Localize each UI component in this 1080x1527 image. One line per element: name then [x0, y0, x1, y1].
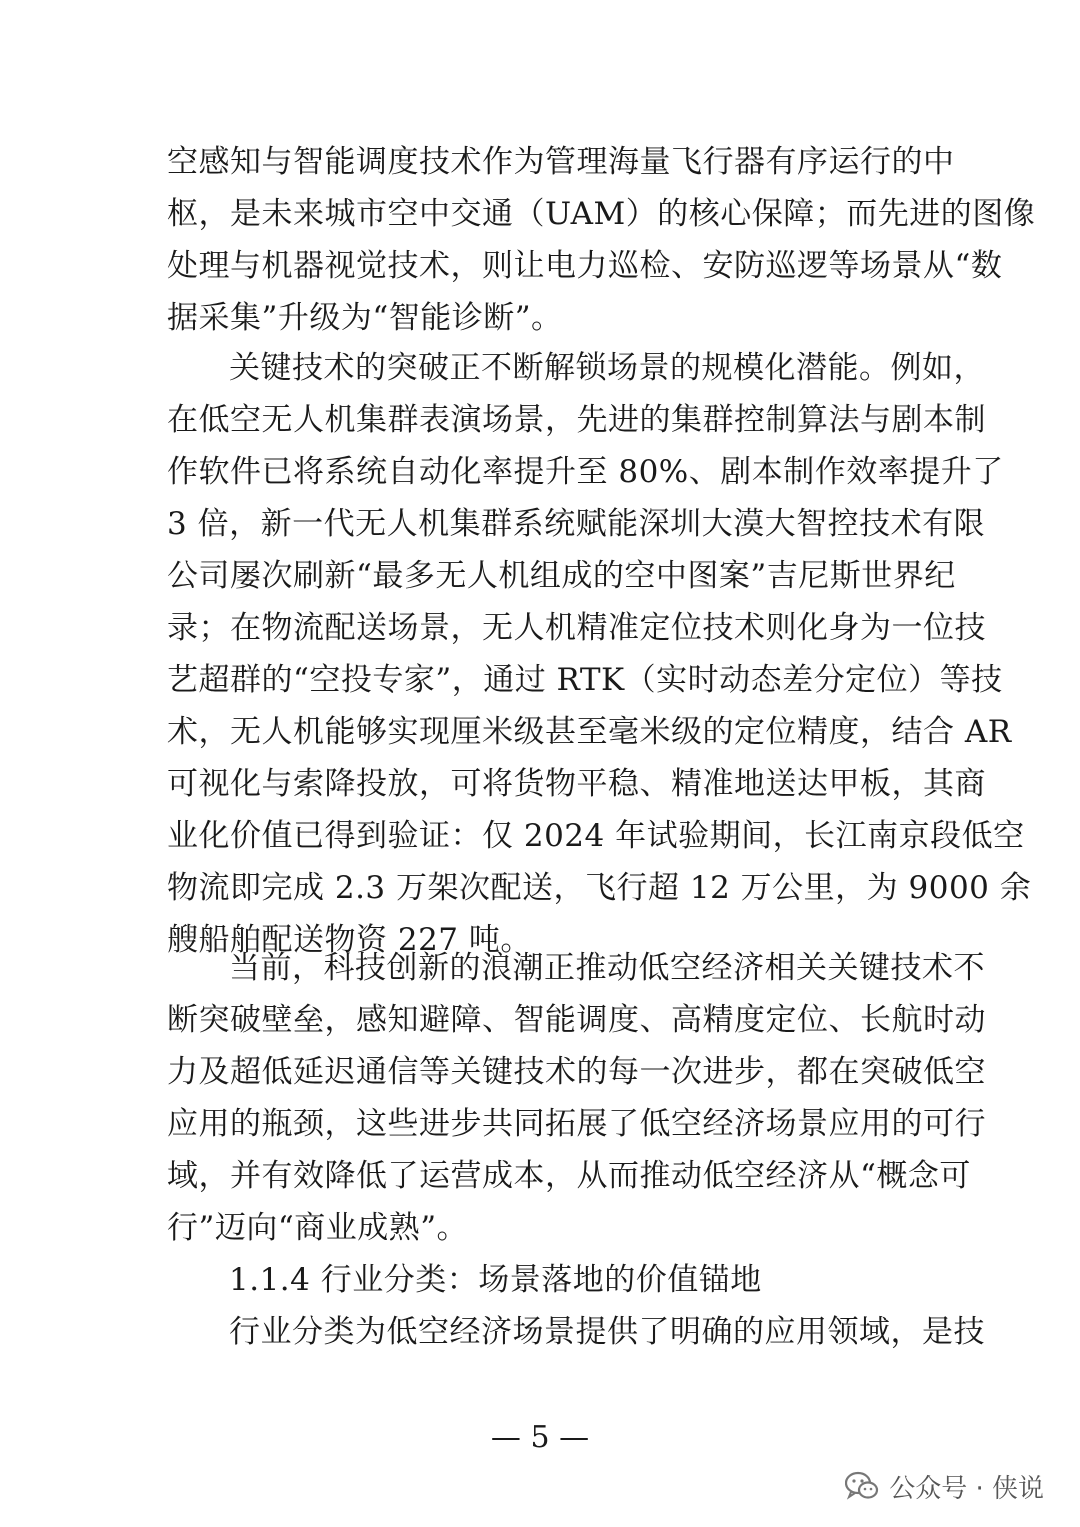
paragraph-line: 行”迈向“商业成熟”。	[167, 1210, 469, 1246]
paragraph-line: 行业分类为低空经济场景提供了明确的应用领域，是技	[229, 1314, 985, 1350]
paragraph-line: 3 倍，新一代无人机集群系统赋能深圳大漠大智控技术有限	[167, 506, 986, 542]
paragraph-line: 录；在物流配送场景，无人机精准定位技术则化身为一位技	[167, 610, 986, 646]
paragraph-1	[167, 136, 1036, 344]
paragraph-line: 业化价值已得到验证：仅 2024 年试验期间，长江南京段低空	[167, 818, 1025, 854]
paragraph-line: 域，并有效降低了运营成本，从而推动低空经济从“概念可	[167, 1158, 971, 1194]
paragraph-line: 处理与机器视觉技术，则让电力巡检、安防巡逻等场景从“数	[167, 248, 1003, 284]
paragraph-line: 关键技术的突破正不断解锁场景的规模化潜能。例如，	[229, 350, 985, 386]
paragraph-line: 物流即完成 2.3 万架次配送，飞行超 12 万公里，为 9000 余	[167, 870, 1032, 906]
paragraph-line: 空感知与智能调度技术作为管理海量飞行器有序运行的中	[167, 144, 955, 180]
paragraph-4	[167, 1306, 985, 1358]
paragraph-line: 力及超低延迟通信等关键技术的每一次进步，都在突破低空	[167, 1054, 986, 1090]
section-heading: 1.1.4 行业分类：场景落地的价值锚地	[229, 1262, 762, 1298]
wechat-official-account-icon	[845, 1471, 879, 1501]
paragraph-line: 当前，科技创新的浪潮正推动低空经济相关关键技术不	[229, 950, 985, 986]
paragraph-3	[167, 942, 986, 1254]
paragraph-line: 艘船舶配送物资 227 吨。	[167, 922, 532, 958]
watermark	[845, 1464, 1044, 1508]
paragraph-line: 断突破壁垒，感知避障、智能调度、高精度定位、长航时动	[167, 1002, 986, 1038]
page-number: — 5 —	[490, 1420, 590, 1455]
paragraph-line: 可视化与索降投放，可将货物平稳、精准地送达甲板，其商	[167, 766, 986, 802]
paragraph-line: 应用的瓶颈，这些进步共同拓展了低空经济场景应用的可行	[167, 1106, 986, 1142]
paragraph-line: 公司屡次刷新“最多无人机组成的空中图案”吉尼斯世界纪	[167, 558, 956, 594]
watermark-text: 公众号 · 侠说	[889, 1473, 1044, 1504]
paragraph-line: 枢，是未来城市空中交通（UAM）的核心保障；而先进的图像	[167, 196, 1036, 232]
paragraph-line: 据采集”升级为“智能诊断”。	[167, 300, 563, 336]
paragraph-line: 艺超群的“空投专家”，通过 RTK（实时动态差分定位）等技	[167, 662, 1003, 698]
paragraph-line: 术，无人机能够实现厘米级甚至毫米级的定位精度，结合 AR	[167, 714, 1012, 750]
paragraph-line: 在低空无人机集群表演场景，先进的集群控制算法与剧本制	[167, 402, 986, 438]
paragraph-line: 作软件已将系统自动化率提升至 80%、剧本制作效率提升了	[167, 454, 1004, 490]
paragraph-2	[167, 342, 1032, 966]
